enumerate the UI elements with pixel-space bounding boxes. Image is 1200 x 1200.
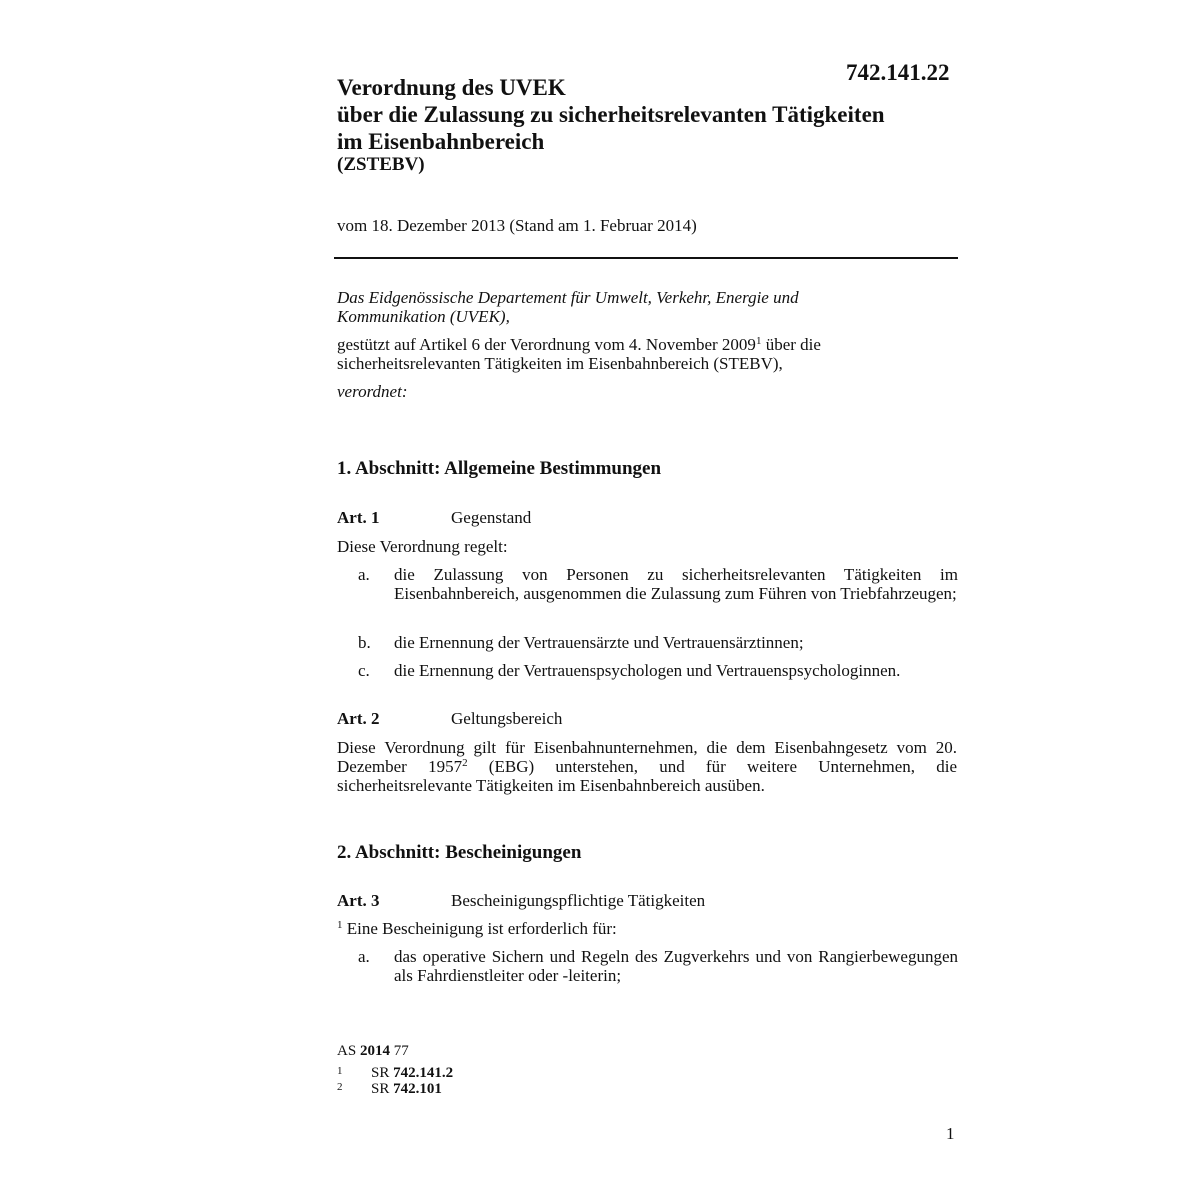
paragraph-number: 1 <box>337 919 343 931</box>
preamble-basis: gestützt auf Artikel 6 der Verordnung vom 4. November 2009$^1$ über die sicherheitsrelevanten Tätigkeiten im Eisenbahnbereich (STEBV), <box>337 335 821 373</box>
article-heading <box>337 709 562 729</box>
official-compilation-ref: AS 2014 77 <box>337 1043 409 1059</box>
article-heading <box>337 891 705 911</box>
list-letter: a. <box>358 565 370 584</box>
section-heading: 2. Abschnitt: Bescheinigungen <box>337 842 582 863</box>
footnote-ref[interactable]: 2 <box>462 757 468 769</box>
date-line: vom 18. Dezember 2013 (Stand am 1. Februar 2014) <box>337 216 697 235</box>
article-number: Art. 2 <box>337 709 380 728</box>
section-heading: 1. Abschnitt: Allgemeine Bestimmungen <box>337 458 662 479</box>
footnote: 2 SR 742.101 <box>337 1081 442 1097</box>
footnote: 1 SR 742.141.2 <box>337 1065 454 1081</box>
article-text: Diese Verordnung gilt für Eisenbahnunternehmen, die dem Eisenbahngesetz vom 20. Dezember 1957$^2$ (EBG) unterstehen, und für weitere Unternehmen, die sicherheitsrelevante Tätigkeiten im Eisenbahnbereich ausüben. <box>337 738 957 795</box>
list-text: die Zulassung von Personen zu sicherheitsrelevanten Tätigkeiten im Eisenbahnbereich, ausgenommen die Zulassung zum Führen von Triebfahrzeugen; <box>394 565 958 603</box>
article-title: Gegenstand <box>451 508 532 527</box>
title-line: über die Zulassung zu sicherheitsrelevanten Tätigkeiten <box>337 102 885 127</box>
list-text: die Ernennung der Vertrauensärzte und Vertrauensärztinnen; <box>394 633 804 652</box>
page-number: 1 <box>946 1124 955 1143</box>
list-letter: a. <box>358 947 370 966</box>
list-text: das operative Sichern und Regeln des Zugverkehrs und von Rangierbewegungen als Fahrdienstleiter oder -leiterin; <box>394 947 958 985</box>
list-text: die Ernennung der Vertrauenspsychologen und Vertrauenspsychologinnen. <box>394 661 901 680</box>
preamble-decree: verordnet: <box>337 382 408 401</box>
article-number: Art. 3 <box>337 891 380 910</box>
article-number: Art. 1 <box>337 508 380 527</box>
preamble-authority: Das Eidgenössische Departement für Umwelt, Verkehr, Energie und Kommunikation (UVEK), <box>337 288 799 326</box>
list-item <box>358 661 958 680</box>
list-item <box>358 947 958 985</box>
footnote-ref[interactable]: 1 <box>755 335 762 347</box>
footnote-link[interactable]: 742.101 <box>393 1081 442 1097</box>
footnote-link[interactable]: 742.141.2 <box>393 1065 454 1081</box>
article-title: Geltungsbereich <box>451 709 563 728</box>
list-letter: b. <box>358 633 371 652</box>
article-heading <box>337 508 531 528</box>
list-item <box>358 633 958 652</box>
article-title: Bescheinigungspflichtige Tätigkeiten <box>451 891 706 910</box>
title-line: Verordnung des UVEK <box>337 75 566 100</box>
header-divider <box>334 257 958 259</box>
list-letter: c. <box>358 661 370 680</box>
title-line: im Eisenbahnbereich <box>337 129 545 154</box>
sr-number: 742.141.22 <box>846 60 950 85</box>
abbreviation: (ZSTEBV) <box>337 154 425 175</box>
article-intro: $^1$ Eine Bescheinigung ist erforderlich für: <box>337 919 617 938</box>
article-intro: Diese Verordnung regelt: <box>337 537 508 556</box>
document-title <box>337 74 957 155</box>
list-item <box>358 565 958 603</box>
